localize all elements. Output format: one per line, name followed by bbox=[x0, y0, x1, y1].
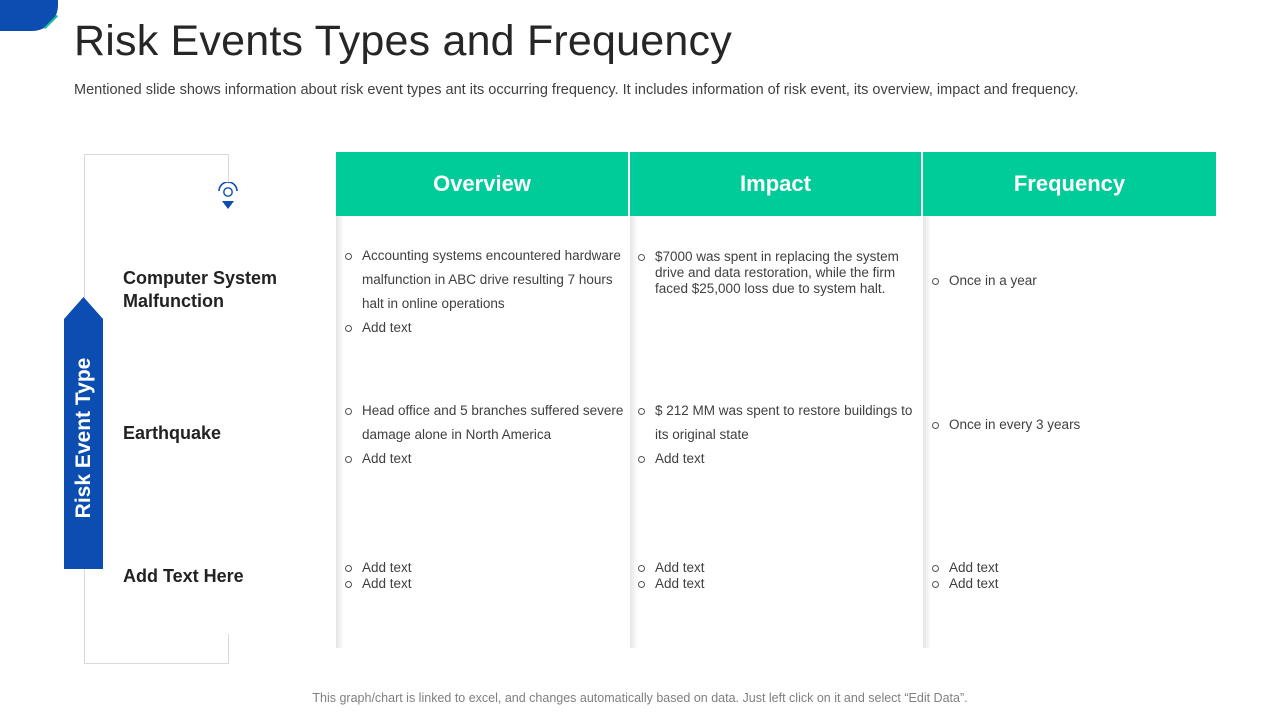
list-item: Add text bbox=[343, 447, 627, 471]
list-item: Head office and 5 branches suffered severe damage alone in North America bbox=[343, 399, 627, 447]
list-item: Once in every 3 years bbox=[930, 417, 1200, 433]
cell-frequency-row-1 bbox=[930, 273, 1200, 289]
cell-impact-row-3 bbox=[636, 560, 916, 592]
frame-edge-bottom bbox=[228, 634, 229, 664]
list-item: Add text bbox=[930, 576, 1200, 592]
list-item: Add text bbox=[636, 560, 916, 576]
location-pin-icon bbox=[217, 182, 239, 210]
column-header-overview: Overview bbox=[336, 152, 628, 216]
list-item: Once in a year bbox=[930, 273, 1200, 289]
cell-overview-row-3 bbox=[343, 560, 627, 592]
page-title: Risk Events Types and Frequency bbox=[74, 17, 732, 65]
side-label: Risk Event Type bbox=[71, 358, 95, 519]
column-header-impact: Impact bbox=[630, 152, 921, 216]
frame-edge-top bbox=[228, 154, 229, 184]
cell-impact-row-1 bbox=[636, 249, 916, 297]
list-item: Accounting systems encountered hardware malfunction in ABC drive resulting 7 hours halt in online operations bbox=[343, 244, 627, 316]
risk-event-type-banner bbox=[64, 297, 103, 569]
list-item: Add text bbox=[343, 560, 627, 576]
list-item: Add text bbox=[930, 560, 1200, 576]
list-item: Add text bbox=[636, 447, 916, 471]
column-header-frequency: Frequency bbox=[923, 152, 1216, 216]
corner-accent-shape bbox=[0, 0, 58, 31]
row-label-computer-system-malfunction: Computer System Malfunction bbox=[123, 268, 278, 311]
row-label-add-text-here: Add Text Here bbox=[123, 566, 244, 586]
list-item: $7000 was spent in replacing the system drive and data restoration, while the firm faced $25,000 loss due to system halt. bbox=[636, 249, 916, 297]
list-item: Add text bbox=[343, 316, 627, 340]
list-item: Add text bbox=[343, 576, 627, 592]
page-subtitle: Mentioned slide shows information about risk event types ant its occurring frequency. It includes information of risk event, its overview, impact and frequency. bbox=[74, 82, 1079, 98]
cell-frequency-row-2 bbox=[930, 417, 1200, 433]
cell-overview-row-2 bbox=[343, 399, 627, 471]
cell-impact-row-2 bbox=[636, 399, 916, 471]
list-item: $ 212 MM was spent to restore buildings to its original state bbox=[636, 399, 916, 447]
row-label-earthquake: Earthquake bbox=[123, 423, 222, 443]
cell-overview-row-1 bbox=[343, 244, 627, 340]
list-item: Add text bbox=[636, 576, 916, 592]
footer-note: This graph/chart is linked to excel, and changes automatically based on data. Just left click on it and select “Edit Data”. bbox=[312, 691, 968, 705]
cell-frequency-row-3 bbox=[930, 560, 1200, 592]
